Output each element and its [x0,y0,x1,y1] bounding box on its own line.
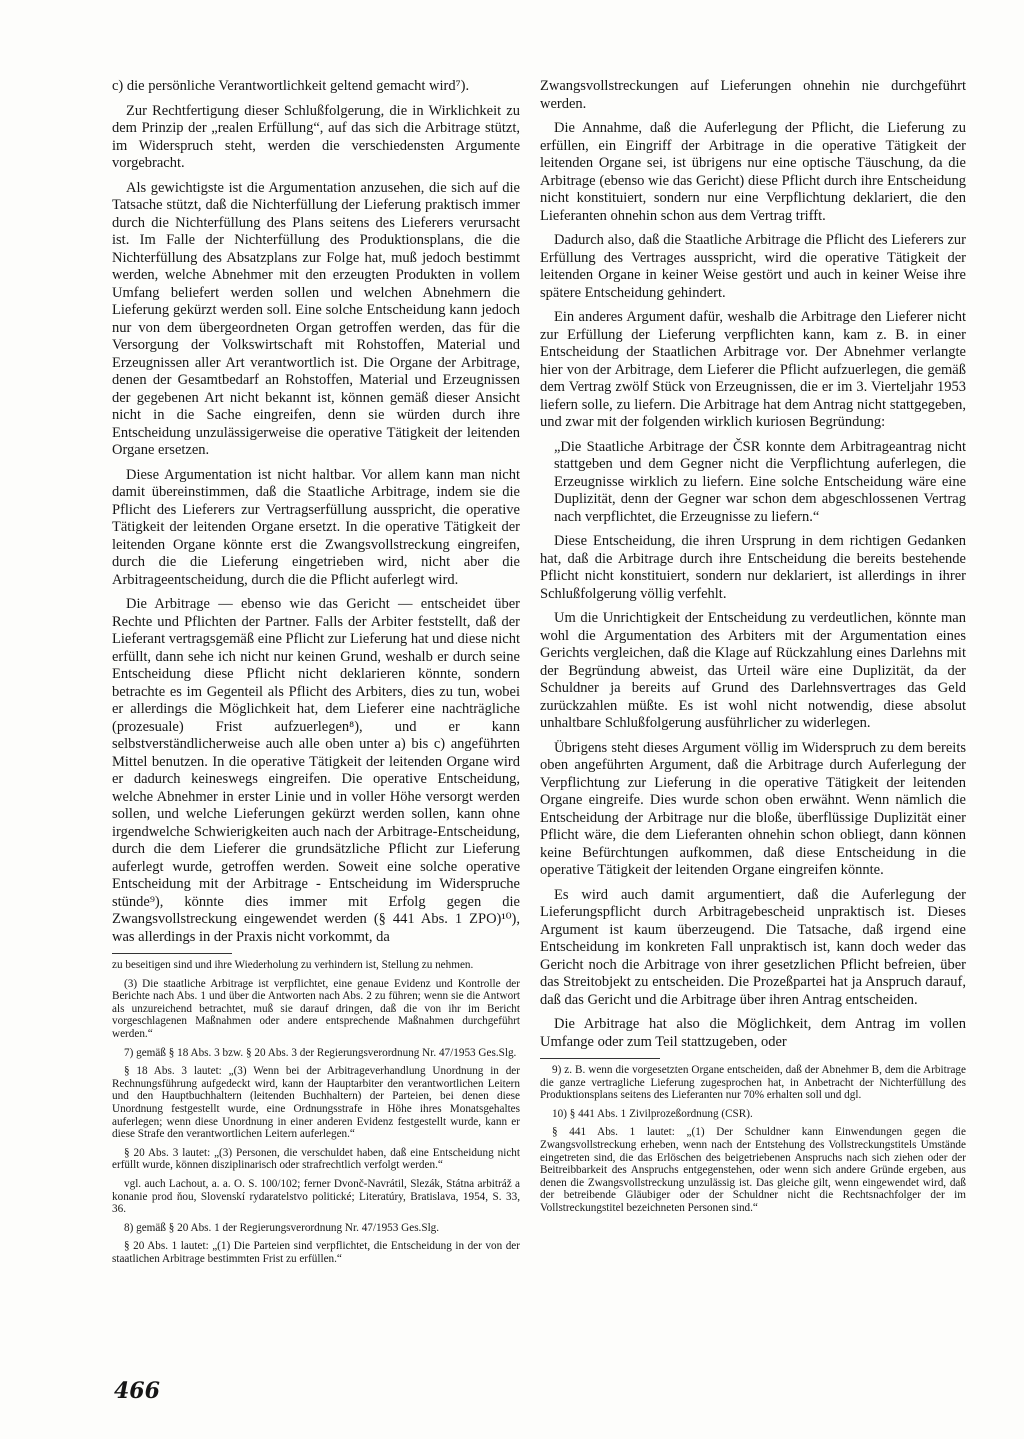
left-body-text [112,78,520,946]
footnote-divider [112,953,232,954]
paragraph: Um die Unrichtigkeit der Entscheidung zu verdeutlichen, könnte man wohl die Argumentation des Arbiters mit der Argumentation eines Gerichts vergleichen, daß die Klage auf Rückzahlung eines Darlehns mit der Begründung abweist, das Urteil wäre eine Duplizität, da der Schuldner ja bereits auf Grund des Darlehnsvertrages das Geld zurückzahlen müßte. Es ist wohl nicht notwendig, diese absolut unhaltbare Schlußfolgerung ausführlicher zu widerlegen. [540,610,966,731]
right-footnotes [540,1064,966,1215]
paragraph: Es wird auch damit argumentiert, daß die Auferlegung der Lieferungspflicht durch Arbitragebescheid unpraktisch ist. Dieses Argument ist kaum überzeugend. Die Tatsache, daß irgend eine Entscheidung im konkreten Fall unpraktisch ist, kann doch weder das Gericht noch die Arbitrage von ihrer gesetzlichen Pflicht befreien, über das Streitobjekt zu entscheiden. Die Prozeßpartei hat ja Anspruch darauf, daß das Gericht und die Arbitrage über ihren Antrag entscheiden. [540,886,966,1008]
footnote: 10) § 441 Abs. 1 Zivilprozeßordnung (CSR). [552,1107,753,1120]
paragraph: c) die persönliche Verantwortlichkeit geltend gemacht wird⁷). [112,78,470,94]
paragraph: Zwangsvollstreckungen auf Lieferungen ohnehin nie durchgeführt werden. [540,78,966,112]
footnote: § 20 Abs. 1 lautet: „(1) Die Parteien sind verpflichtet, die Entscheidung in der von der staatlichen Arbitrage bestimmten Frist zu erfüllen.“ [112,1240,520,1265]
paragraph: Die Arbitrage hat also die Möglichkeit, dem Antrag im vollen Umfange oder zum Teil stattzugeben, oder [540,1016,966,1050]
footnote: 7) gemäß § 18 Abs. 3 bzw. § 20 Abs. 3 der Regierungsverordnung Nr. 47/1953 Ges.Slg. [124,1046,517,1059]
footnote: § 20 Abs. 3 lautet: „(3) Personen, die verschuldet haben, daß eine Entscheidung nicht erfüllt wurde, können disziplinarisch oder strafrechtlich verfolgt werden.“ [112,1146,520,1172]
footnote: § 18 Abs. 3 lautet: „(3) Wenn bei der Arbitrageverhandlung Unordnung in der Rechnungsführung aufgedeckt wird, kann der Hauptarbiter den verantwortlichen Leitern und den Hauptbuchhaltern (leitenden Buchhaltern) der Parteien, bei denen diese Unordnung festgestellt wurde, eine Ordnungsstrafe in Höhe ihres Monatsgehaltes auferlegen; wenn diese Unordnung in einer anderen Evidenz festgestellt wurde, kann er diese Strafe den verantwortlichen Leitern auferlegen.“ [112,1065,520,1141]
right-body-text [540,78,966,1051]
paragraph: Die Annahme, daß die Auferlegung der Pflicht, die Lieferung zu erfüllen, ein Eingriff der Arbitrage in die operative Tätigkeit der leitenden Organe sei, ist übrigens nur eine optische Täuschung, da die Arbitrage (ebenso wie das Gericht) diese Pflicht durch ihre Entscheidung nicht konstituiert, sondern nur eine Verpflichtung deklariert, die den Lieferanten ohnehin schon aus dem Vertrag trifft. [540,120,966,224]
paragraph: Die Arbitrage — ebenso wie das Gericht — entscheidet über Rechte und Pflichten der Partner. Falls der Arbiter feststellt, daß der Lieferant vertragsgemäß eine Pflicht zur Lieferung hat und diese nicht erfüllt, dann sehe ich nicht nur keinen Grund, weshalb er durch seine Entscheidung diese Pflicht nicht deklarieren könnte, sondern betrachte es im Gegenteil als Pflicht des Arbiters, dies zu tun, wobei er allerdings die Möglichkeit hat, dem Lieferer eine nachträgliche (prozesuale) Frist aufzuerlegen⁸), und er kann selbstverständlicherweise auch alle oben unter a) bis c) angeführten Mittel benutzen. In die operative Tätigkeit der leitenden Organe wird er dadurch keineswegs eingreifen. Die operative Entscheidung, welche Abnehmer in erster Linie und in voller Höhe versorgt werden sollen, und welche Lieferungen gekürzt werden sollen, kann ohne irgendwelche Schwierigkeiten auch nach der Arbitrage-Entscheidung, durch die dem Lieferer die grundsätzliche Pflicht zur Lieferung auferlegt wurde, getroffen werden. Soweit eine solche operative Entscheidung mit der Arbitrage - Entscheidung im Widerspruche stünde⁹), könnte dies immer mit Erfolg gegen die Zwangsvollstreckung eingewendet werden (§ 441 Abs. 1 ZPO)¹⁰), was allerdings in der Praxis nicht vorkommt, da [112,596,520,945]
footnote: § 441 Abs. 1 lautet: „(1) Der Schuldner kann Einwendungen gegen die Zwangsvollstreckung erheben, wenn nach der Entstehung des Vollstreckungstitels Umstände eingetreten sind, die das Erlöschen des beigetriebenen Anspruchs nach sich ziehen oder der Beitreibbarkeit des Anspruchs entgegenstehen, oder wenn sich andere Gründe ergeben, aus denen die Zwangsvollstreckung unzulässig ist. Das gleiche gilt, wenn eingewendet wird, daß der betreibende Gläubiger oder der Schuldner nicht die Rechtsnachfolger der im Vollstreckungstitel bezeichneten Personen sind.“ [540,1126,966,1214]
paragraph: Ein anderes Argument dafür, weshalb die Arbitrage den Lieferer nicht zur Erfüllung der Lieferung verpflichten kann, kam z. B. in einer Entscheidung der Staatlichen Arbitrage vor. Der Abnehmer verlangte hier von der Arbitrage, dem Lieferer die Pflicht aufzuerlegen, die gemäß dem Vertrag zwölf Stück von Erzeugnissen, die er im 3. Vierteljahr 1953 liefern solle, zu liefern. Die Arbitrage hat dem Antrag nicht stattgegeben, und zwar mit der folgenden wirklich kuriosen Begründung: [540,309,966,430]
page-number: 466 [114,1378,160,1404]
block-quote: „Die Staatliche Arbitrage der ČSR konnte dem Arbitrageantrag nicht stattgeben und dem Gegner nicht die Verpflichtung auferlegen, die Erzeugnisse wirklich zu liefern. Eine solche Entscheidung wäre eine Duplizität, denn der Gegner war schon dem abgeschlossenen Vertrag nach verpflichtet, die Erzeugnisse zu liefern.“ [554,438,966,525]
footnote: vgl. auch Lachout, a. a. O. S. 100/102; ferner Dvonč-Navrátil, Slezák, Státna arbitráž a konanie prod ňou, Slovenskí rydaratelstvo politické; Literatúry, Bratislava, 1954, S. 33, 36. [112,1177,520,1216]
left-footnotes [112,959,520,1265]
footnote: 9) z. B. wenn die vorgesetzten Organe entscheiden, daß der Abnehmer B, dem die Arbitrage die ganze vertragliche Lieferung zugesprochen hat, in Anbetracht der Nichterfüllung des Produktionsplans seitens des Lieferanten nur 70% erhalten soll und dgl. [540,1064,966,1102]
paragraph: Diese Entscheidung, die ihren Ursprung in dem richtigen Gedanken hat, daß die Arbitrage durch ihre Entscheidung die bereits bestehende Pflicht nicht konstituiert, sondern nur deklariert, ist allerdings in ihrer Schlußfolgerung völlig verfehlt. [540,533,966,602]
paragraph: Diese Argumentation ist nicht haltbar. Vor allem kann man nicht damit übereinstimmen, daß die Staatliche Arbitrage, indem sie die Pflicht des Lieferers zur Vertragserfüllung ausspricht, die operative Tätigkeit der leitenden Organe ersetzt. In die operative Tätigkeit der leitenden Organe könnte erst die Zwangsvollstreckung eingreifen, durch die die Lieferung eingetrieben wird, nicht aber die Arbitrageentscheidung, durch die die Pflicht auferlegt wird. [112,466,520,588]
paragraph: Zur Rechtfertigung dieser Schlußfolgerung, die in Wirklichkeit zu dem Prinzip der „realen Erfüllung“, auf das sich die Arbitrage stützt, im Widerspruch steht, werden die verschiedensten Argumente vorgebracht. [112,102,520,171]
footnote: 8) gemäß § 20 Abs. 1 der Regierungsverordnung Nr. 47/1953 Ges.Slg. [124,1221,440,1234]
paragraph: Als gewichtigste ist die Argumentation anzusehen, die sich auf die Tatsache stützt, daß die Nichterfüllung der Lieferung praktisch immer durch die Nichterfüllung des Plans seitens des Lieferers verursacht ist. Im Falle der Nichterfüllung des Produktionsplans, die die Nichterfüllung des Absatzplans zur Folge hat, muß jedoch bestimmt werden, welche Abnehmer mit den erzeugten Produkten in vollem Umfang beliefert werden sollen und welchen Abnehmern die Lieferung gekürzt werden soll. Eine solche Entscheidung kann jedoch nur von dem übergeordneten Organ getroffen werden, das für die Versorgung der Volkswirtschaft mit Rohstoffen, Material und Erzeugnissen aller Art verantwortlich ist. Die Organe der Arbitrage, denen der Gesamtbedarf an Rohstoffen, Material und Erzeugnissen der gegebenen Art nicht bekannt ist, können gemäß dieser Ansicht nicht in die Sache eingreifen, denn sie würden durch ihre Entscheidung unzulässigerweise die operative Tätigkeit der leitenden Organe ersetzen. [112,179,520,458]
left-column [112,78,520,1271]
right-column [540,78,966,1221]
footnote-divider [540,1058,660,1059]
footnote: (3) Die staatliche Arbitrage ist verpflichtet, eine genaue Evidenz und Kontrolle der Berichte nach Abs. 1 und über die Antworten nach Abs. 2 zu führen; wenn sie die Antwort als unzureichend betrachtet, muß sie darauf dringen, daß die von ihr im Bericht vorgeschlagenen Maßnahmen oder andere entsprechende Maßnahmen durchgeführt werden.“ [112,977,520,1040]
paragraph: Dadurch also, daß die Staatliche Arbitrage die Pflicht des Lieferers zur Erfüllung des Vertrages ausspricht, wird die operative Tätigkeit der leitenden Organe in keiner Weise gestört und auch in keiner Weise ihre spätere Entscheidung gehindert. [540,232,966,301]
paragraph: Übrigens steht dieses Argument völlig im Widerspruch zu dem bereits oben angeführten Argument, daß die Arbitrage durch Auferlegung der Verpflichtung zur Lieferung in die operative Tätigkeit der leitenden Organe eingreife. Dies wurde schon oben erwähnt. Wenn nämlich die Entscheidung der Arbitrage nur die bloße, überflüssige Duplizität einer Pflicht wäre, die dem Lieferanten ohnehin schon obliegt, dann können keine Befürchtungen aufkommen, daß diese Entscheidung in die operative Tätigkeit der leitenden Organe eingreifen könnte. [540,739,966,878]
footnote: zu beseitigen sind und ihre Wiederholung zu verhindern ist, Stellung zu nehmen. [112,959,474,971]
